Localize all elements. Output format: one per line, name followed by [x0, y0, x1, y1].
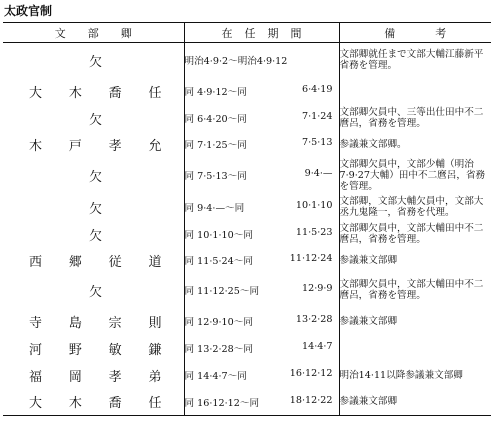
term-start: 同 13·2·28〜同	[184, 344, 253, 355]
term-start: 同 7·1·25〜同	[184, 140, 247, 151]
term-start: 明治4·9·2〜明治4·9·12	[184, 56, 288, 68]
term-start: 同 4·9·12〜同	[184, 87, 247, 98]
table-row	[3, 273, 491, 308]
term-cell	[184, 132, 339, 157]
term-end: 16·12·12	[289, 368, 333, 379]
remarks-cell: 参議兼文部卿	[339, 254, 398, 266]
term-end: 10·1·10	[295, 200, 333, 211]
minister-name-cell	[3, 43, 184, 78]
remarks-cell: 文部卿欠員中，文部大輔田中不二麿呂，省務を管理。	[339, 223, 484, 245]
term-cell	[184, 362, 339, 389]
term-start: 同 16·12·12〜同	[184, 397, 260, 409]
term-cell	[184, 221, 339, 248]
table-row	[3, 105, 491, 132]
term-start: 同 11·5·24〜同	[184, 256, 253, 267]
vacant-label: 欠	[89, 228, 103, 244]
term-cell	[184, 389, 339, 416]
table-row	[3, 308, 491, 335]
term-cell	[184, 308, 339, 335]
header-minister: 文部卿	[3, 23, 184, 43]
term-start: 同 9·4·—〜同	[184, 203, 245, 214]
term-cell	[184, 78, 339, 105]
table-row	[3, 221, 491, 248]
term-start: 同 6·4·20〜同	[184, 114, 247, 125]
term-start: 同 11·12·25〜同	[184, 286, 260, 297]
table-row	[3, 157, 491, 194]
remarks-cell: 参議兼文部卿	[339, 315, 398, 327]
minister-name: 寺 島 宗 則	[29, 315, 162, 331]
term-cell	[184, 273, 339, 308]
term-cell	[184, 248, 339, 273]
minister-name: 木 戸 孝 允	[29, 138, 162, 154]
minister-name-cell	[3, 248, 184, 273]
term-end: 11·5·23	[295, 227, 333, 238]
header-remarks: 備考	[339, 23, 491, 43]
term-end: 12·9·9	[301, 283, 333, 294]
term-start: 同 14·4·7〜同	[184, 371, 247, 382]
remarks-cell	[339, 335, 491, 362]
remarks-cell: 文部卿就任まで文部大輔江藤新平省務を管理。	[339, 49, 484, 72]
minister-name: 河 野 敏 鎌	[29, 342, 162, 358]
table-row	[3, 362, 491, 389]
term-cell	[184, 43, 339, 78]
term-end: 7·5·13	[301, 137, 333, 148]
minister-name-cell	[3, 132, 184, 157]
term-cell	[184, 194, 339, 221]
minister-name-cell	[3, 221, 184, 248]
header-term: 在任期間	[184, 23, 339, 43]
minister-name: 大 木 喬 任	[29, 85, 162, 101]
minister-name-cell	[3, 335, 184, 362]
term-end: 11·12·24	[289, 253, 333, 264]
term-end: 18·12·22	[289, 394, 333, 406]
minister-name-cell	[3, 389, 184, 416]
vacant-label: 欠	[89, 54, 103, 70]
page-title: 太政官制	[4, 4, 53, 18]
remarks-cell: 文部卿，文部大輔欠員中，文部大丞九鬼隆一，省務を代理。	[339, 196, 484, 218]
term-cell	[184, 105, 339, 132]
term-end: 6·4·19	[301, 84, 333, 95]
table-row	[3, 389, 491, 416]
term-start: 同 7·5·13〜同	[184, 171, 247, 182]
term-end: 7·1·24	[301, 111, 333, 122]
term-end: 14·4·7	[301, 341, 333, 352]
remarks-cell: 文部卿欠員中，文部大輔田中不二麿呂，省務を管理。	[339, 279, 484, 301]
term-start: 同 12·9·10〜同	[184, 317, 253, 328]
minister-name-cell	[3, 78, 184, 105]
minister-name: 西 郷 従 道	[29, 254, 162, 270]
remarks-cell	[339, 78, 491, 105]
minister-name: 大 木 喬 任	[29, 396, 162, 412]
minister-table	[3, 22, 491, 416]
vacant-label: 欠	[89, 284, 103, 300]
table-body	[3, 43, 491, 416]
minister-name: 福 岡 孝 弟	[29, 369, 162, 385]
vacant-label: 欠	[89, 201, 103, 217]
minister-name-cell	[3, 273, 184, 308]
remarks-cell: 文部卿欠員中、三等出仕田中不二麿呂，省務を管理。	[339, 107, 484, 129]
table-row	[3, 78, 491, 105]
remarks-cell: 参議兼文部卿。	[339, 138, 407, 150]
minister-name-cell	[3, 157, 184, 194]
vacant-label: 欠	[89, 112, 103, 128]
minister-name-cell	[3, 362, 184, 389]
term-end: 9·4·—	[304, 168, 333, 179]
minister-name-cell	[3, 194, 184, 221]
table-row	[3, 335, 491, 362]
vacant-label: 欠	[89, 169, 103, 185]
term-cell	[184, 157, 339, 194]
table-row	[3, 248, 491, 273]
table-row	[3, 43, 491, 78]
minister-name-cell	[3, 308, 184, 335]
remarks-cell: 参議兼文部卿	[339, 389, 491, 416]
table-row	[3, 132, 491, 157]
remarks-cell: 文部卿欠員中，文部少輔（明治7·9·27大輔）田中不二麿呂，省務を管理。	[339, 158, 486, 192]
remarks-cell: 明治14·11以降参議兼文部卿	[339, 369, 463, 381]
term-start: 同 10·1·10〜同	[184, 230, 253, 241]
minister-name-cell	[3, 105, 184, 132]
term-cell	[184, 335, 339, 362]
term-end: 13·2·28	[295, 314, 333, 325]
table-header-row	[3, 23, 491, 43]
table-row	[3, 194, 491, 221]
